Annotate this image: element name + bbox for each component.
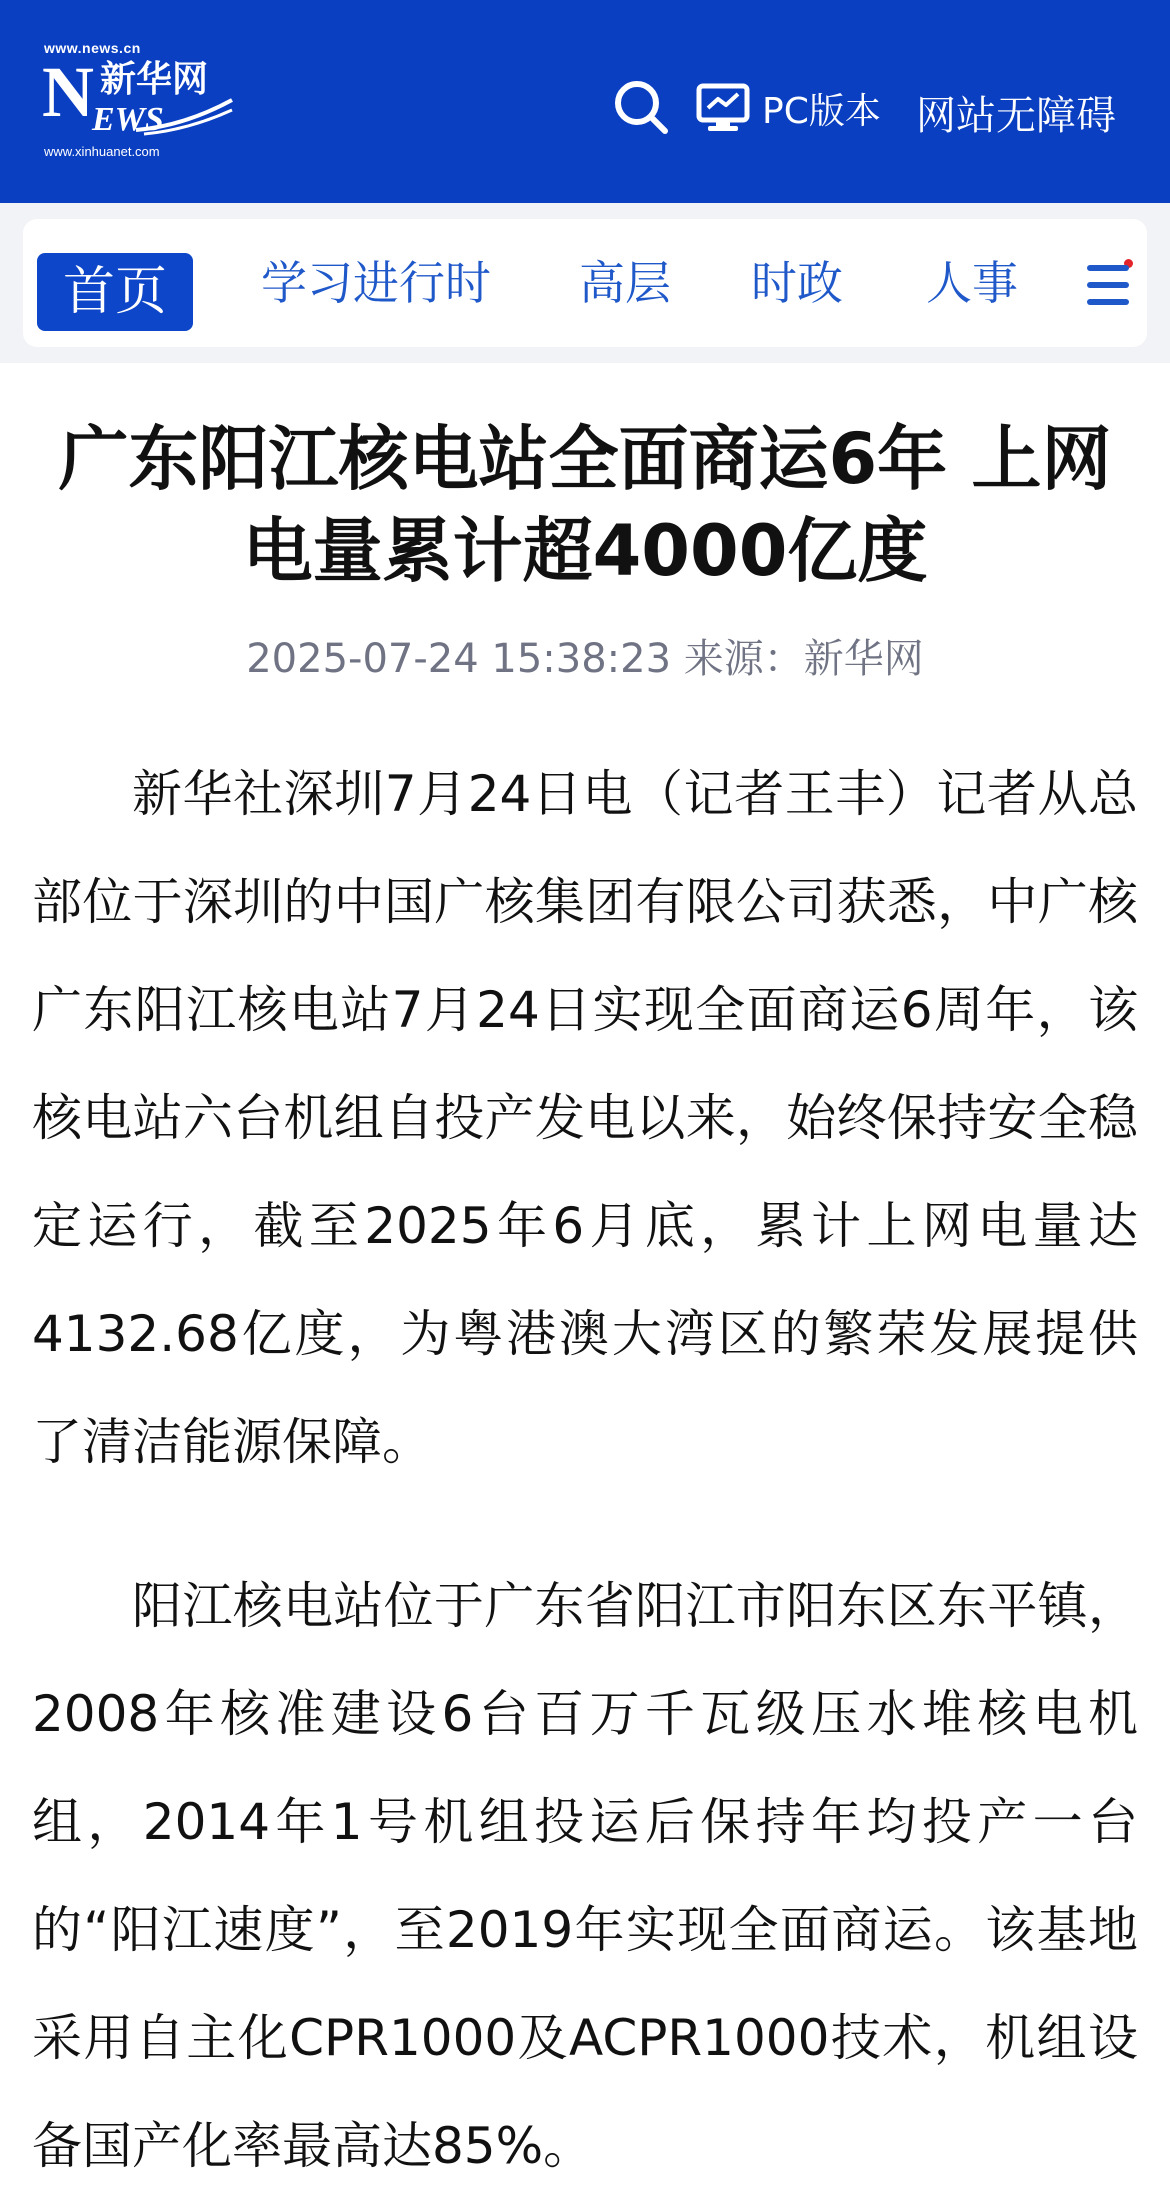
logo-letter-n: N [42, 52, 94, 132]
menu-button[interactable] [1087, 259, 1135, 311]
article-title-line-2: 电量累计超4000亿度 [242, 510, 928, 592]
article-source: 新华网 [803, 636, 924, 682]
monitor-icon [696, 83, 750, 133]
channel-nav-container [0, 203, 1170, 363]
article [0, 413, 1170, 2200]
xinhua-logo[interactable] [42, 40, 232, 166]
logo-brand-cn: 新华网 [100, 59, 209, 100]
article-title [32, 413, 1138, 597]
pc-version-button[interactable] [696, 80, 881, 136]
nav-tab-shizheng[interactable]: 时政 [751, 256, 843, 310]
search-icon [612, 78, 670, 136]
accessibility-link[interactable]: 网站无障碍 [916, 93, 1116, 139]
nav-tab-home[interactable]: 首页 [37, 253, 193, 331]
search-button[interactable] [612, 78, 670, 136]
article-paragraph: 新华社深圳7月24日电（记者王丰）记者从总部位于深圳的中国广核集团有限公司获悉，中广核广东阳江核电站7月24日实现全面商运6周年，该核电站六台机组自投产发电以来，始终保持安全稳定运行，截至2025年6月底，累计上网电量达4132.68亿度，为粤港澳大湾区的繁荣发展提供了清洁能源保障。 [32, 765, 1138, 1471]
pc-version-label: PC版本 [762, 90, 881, 132]
logo-brand-latin: EWS [92, 101, 164, 138]
logo-url-top: www.news.cn [44, 40, 141, 56]
nav-tab-xuexi[interactable]: 学习进行时 [261, 256, 491, 310]
article-body [32, 740, 1138, 2200]
site-header [0, 0, 1170, 203]
logo-swoosh-icon [134, 96, 234, 136]
channel-nav [23, 219, 1147, 347]
article-paragraph: 阳江核电站位于广东省阳江市阳东区东平镇，2008年核准建设6台百万千瓦级压水堆核电机组，2014年1号机组投运后保持年均投产一台的“阳江速度”，至2019年实现全面商运。该基地采用自主化CPR1000及ACPR1000技术，机组设备国产化率最高达85%。 [32, 1577, 1138, 2175]
article-title-line-1: 广东阳江核电站全面商运6年 上网 [58, 418, 1112, 500]
article-source-label: 来源： [683, 636, 804, 682]
nav-tab-renshi[interactable]: 人事 [926, 256, 1018, 310]
nav-tab-gaoceng[interactable]: 高层 [579, 256, 671, 310]
article-datetime: 2025-07-24 15:38:23 [246, 636, 672, 682]
article-meta [32, 627, 1138, 684]
logo-url-bottom: www.xinhuanet.com [44, 144, 160, 159]
